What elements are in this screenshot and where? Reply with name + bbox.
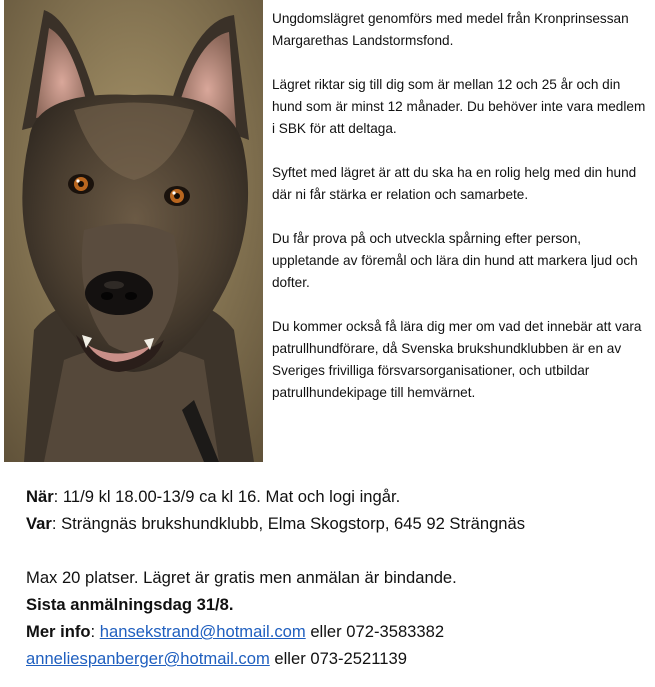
intro-patrol-dog: Du kommer också få lära dig mer om vad det innebär att vara patrullhundförare, då Svenska brukshundklubben är en av Sveriges frivilliga försvarsorganisationer, och utbildar patrullhundekipage till hemvärnet. bbox=[272, 319, 642, 400]
where-line bbox=[26, 510, 646, 537]
when-text: : 11/9 kl 18.00-13/9 ca kl 16. Mat och logi ingår. bbox=[53, 487, 401, 506]
where-label: Var bbox=[26, 514, 52, 533]
email-link-anneli[interactable]: anneliespanberger@hotmail.com bbox=[26, 649, 270, 668]
where-text: : Strängnäs brukshundklubb, Elma Skogstorp, 645 92 Strängnäs bbox=[51, 514, 526, 533]
info-label: Mer info bbox=[26, 622, 91, 641]
info-line-2 bbox=[26, 645, 646, 672]
phone-hans: eller 072-3583382 bbox=[305, 622, 445, 641]
when-label: När bbox=[26, 487, 54, 506]
capacity-line: Max 20 platser. Lägret är gratis men anmälan är bindande. bbox=[26, 568, 457, 587]
when-line bbox=[26, 483, 646, 510]
email-link-hans[interactable]: hansekstrand@hotmail.com bbox=[99, 622, 306, 641]
info-separator: : bbox=[90, 622, 100, 641]
deadline-line: Sista anmälningsdag 31/8. bbox=[26, 595, 234, 614]
spacer bbox=[26, 537, 646, 564]
phone-anneli: eller 073-2521139 bbox=[269, 649, 407, 668]
intro-activities: Du får prova på och utveckla spårning efter person, uppletande av föremål och lära din hund att markera ljud och dofter. bbox=[272, 231, 638, 290]
intro-purpose: Syftet med lägret är att du ska ha en rolig helg med din hund där ni får stärka er relation och samarbete. bbox=[272, 165, 637, 202]
dog-photo bbox=[4, 0, 263, 462]
intro-eligibility: Lägret riktar sig till dig som är mellan 12 och 25 år och din hund som är minst 12 månader. Du behöver inte vara medlem i SBK för att deltaga. bbox=[272, 77, 646, 136]
event-details bbox=[26, 483, 646, 672]
info-line bbox=[26, 618, 646, 645]
german-shepherd-image bbox=[4, 0, 263, 462]
intro-text bbox=[272, 8, 650, 404]
intro-funding: Ungdomslägret genomförs med medel från Kronprinsessan Margarethas Landstormsfond. bbox=[272, 11, 629, 48]
